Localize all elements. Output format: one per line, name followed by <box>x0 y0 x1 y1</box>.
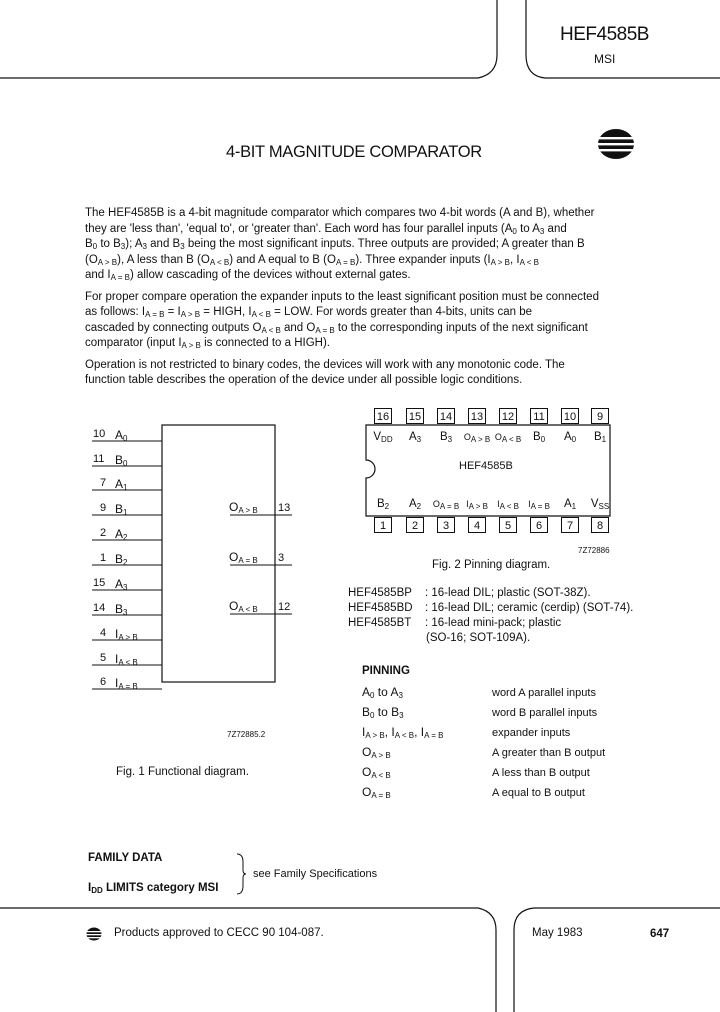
pin-box-top: 14 <box>437 408 455 424</box>
package-desc: (SO-16; SOT-109A). <box>426 632 531 644</box>
pin-box-bottom: 8 <box>591 517 609 533</box>
pin-box-bottom: 7 <box>561 517 579 533</box>
package-name: HEF4585BD <box>348 602 413 614</box>
pinning-diagram-caption: Fig. 2 Pinning diagram. <box>432 559 551 571</box>
input-pin-number: 4 <box>100 627 107 639</box>
pin-box-top: 10 <box>561 408 579 424</box>
family-data-label: FAMILY DATA <box>88 852 163 864</box>
pin-box-bottom: 6 <box>530 517 548 533</box>
input-pin-label: $I_{A = B}$ <box>115 676 138 691</box>
package-desc: : 16-lead DIL; plastic (SOT-38Z). <box>425 587 591 599</box>
package-name: HEF4585BP <box>348 587 412 599</box>
footer-frame <box>0 900 720 1012</box>
pinning-heading: PINNING <box>362 665 410 677</box>
input-pin-number: 7 <box>100 477 107 489</box>
pin-box-top: 15 <box>406 408 424 424</box>
functional-diagram-caption: Fig. 1 Functional diagram. <box>116 766 249 778</box>
pinning-symbol: $B_0$ to $B_3$ <box>362 705 404 720</box>
approval-note: Products approved to CECC 90 104-087. <box>114 927 324 939</box>
pinning-symbol: $O_{A > B}$ <box>362 745 391 760</box>
input-pin-label: $B_1$ <box>115 502 128 517</box>
pin-box-top: 13 <box>468 408 486 424</box>
publication-date: May 1983 <box>532 927 583 939</box>
pin-label-bottom: $I_{A = B}$ <box>528 499 550 511</box>
pinning-description: word A parallel inputs <box>492 687 596 699</box>
package-row <box>348 616 561 630</box>
input-pin-label: $A_1$ <box>115 477 128 492</box>
pin-label-bottom: $V_{SS}$ <box>590 498 610 511</box>
input-pin-number: 5 <box>100 652 107 664</box>
pin-label-top: $A_3$ <box>408 431 422 444</box>
pin-box-bottom: 3 <box>437 517 455 533</box>
description-paragraph-2: For proper compare operation the expander inputs to the least significant position must be connected as follows: $I_{A = B} = I_{A > B}$ = HIGH, $I_{A < B}$ = LOW. For words greater than 4-bits, units can be cascaded by connecting outputs $O_{A < B}$ and $O_{A = B}$ to the corresponding inputs of the next significant comparator (input $I_{A > B}$ is connected to a HIGH). <box>85 290 599 350</box>
pin-label-top: $B_0$ <box>532 431 546 444</box>
pinning-description: A equal to B output <box>492 787 585 799</box>
pin-box-top: 11 <box>530 408 548 424</box>
functional-diagram-code: 7Z72885.2 <box>227 730 266 739</box>
philips-logo-small-icon <box>86 927 102 941</box>
package-row <box>348 601 633 615</box>
pinning-symbol: $O_{A = B}$ <box>362 785 391 800</box>
output-pin-number: 13 <box>278 502 291 514</box>
family-reference: see Family Specifications <box>253 868 378 880</box>
pinning-description: A less than B output <box>492 767 590 779</box>
chip-name: HEF4585B <box>459 460 513 472</box>
input-pin-label: $I_{A < B}$ <box>115 652 138 667</box>
pinning-description: word B parallel inputs <box>492 707 598 719</box>
input-pin-number: 6 <box>100 676 107 688</box>
pin-box-top: 16 <box>374 408 392 424</box>
pin-box-top: 12 <box>499 408 517 424</box>
pin-label-bottom: $B_2$ <box>376 498 390 511</box>
input-pin-label: $A_3$ <box>115 577 128 592</box>
pinning-description: A greater than B output <box>492 747 606 759</box>
input-pin-number: 11 <box>93 453 105 465</box>
pin-label-bottom: $I_{A < B}$ <box>497 499 519 511</box>
page-title: 4-BIT MAGNITUDE COMPARATOR <box>226 143 482 161</box>
pin-label-bottom: $O_{A = B}$ <box>432 499 460 511</box>
package-row <box>348 631 530 645</box>
pinning-symbol: $O_{A < B}$ <box>362 765 391 780</box>
pinning-diagram-code: 7Z72886 <box>578 546 610 555</box>
pin-label-top: $V_{DD}$ <box>373 431 393 444</box>
pin-box-bottom: 4 <box>468 517 486 533</box>
input-pin-label: $B_3$ <box>115 602 128 617</box>
pin-box-top: 9 <box>591 408 609 424</box>
family-code: MSI <box>594 52 616 66</box>
output-pin-number: 3 <box>278 552 285 564</box>
pin-box-bottom: 1 <box>374 517 392 533</box>
description-paragraph-1: The HEF4585B is a 4-bit magnitude comparator which compares two 4-bit words (A and B), whether they are 'less than', 'equal to', or 'greater than'. Each word has four parallel inputs ($A_0$ to $A_3$ and $B_0$ to $B_3$); $A_3$ and $B_3$ being the most significant inputs. Three outputs are provided; A greater than B $(O_{A > B})$, A less than B $(O_{A < B})$ and A equal to B $(O_{A = B})$. Three expander inputs ($I_{A > B}$, $I_{A < B}$ and $I_{A = B}$) allow cascading of the devices without external gates. <box>85 207 595 282</box>
idd-limits-label: $I_{DD}$ LIMITS category MSI <box>88 882 219 895</box>
input-pin-label: $A_2$ <box>115 527 128 542</box>
pin-label-bottom: $A_2$ <box>408 498 422 511</box>
output-pin-label: $O_{A < B}$ <box>229 599 258 614</box>
package-name: HEF4585BT <box>348 617 412 629</box>
output-pin-label: $O_{A > B}$ <box>229 500 258 515</box>
input-pin-label: $B_2$ <box>115 552 128 567</box>
pin-label-top: $O_{A < B}$ <box>494 432 522 444</box>
package-desc: : 16-lead mini-pack; plastic <box>425 617 562 629</box>
brace-icon <box>234 852 248 896</box>
output-pin-number: 12 <box>278 601 291 613</box>
input-pin-number: 10 <box>93 428 106 440</box>
input-pin-label: $B_0$ <box>115 453 128 468</box>
pinning-description: expander inputs <box>492 727 571 739</box>
page-number: 647 <box>650 928 670 940</box>
input-pin-number: 9 <box>100 502 107 514</box>
pinning-symbol: $I_{A > B}$, $I_{A < B}$, $I_{A = B}$ <box>362 725 444 740</box>
package-row <box>348 586 591 600</box>
pinning-symbol: $A_0$ to $A_3$ <box>362 685 403 700</box>
pin-label-bottom: $A_1$ <box>563 498 577 511</box>
input-pin-number: 14 <box>93 602 106 614</box>
input-pin-label: $I_{A > B}$ <box>115 627 138 642</box>
pin-label-top: $B_3$ <box>439 431 453 444</box>
output-pin-label: $O_{A = B}$ <box>229 550 258 565</box>
pin-box-bottom: 2 <box>406 517 424 533</box>
package-desc: : 16-lead DIL; ceramic (cerdip) (SOT-74). <box>425 602 634 614</box>
pin-label-top: $B_1$ <box>593 431 607 444</box>
input-pin-number: 1 <box>100 552 107 564</box>
input-pin-label: $A_0$ <box>115 428 128 443</box>
pin-label-top: $O_{A > B}$ <box>463 432 491 444</box>
input-pin-number: 2 <box>100 527 107 539</box>
pin-label-top: $A_0$ <box>563 431 577 444</box>
input-pin-number: 15 <box>93 577 106 589</box>
pin-box-bottom: 5 <box>499 517 517 533</box>
description-paragraph-3: Operation is not restricted to binary codes, the devices will work with any monotonic code. The function table describes the operation of the device under all possible logic conditions. <box>85 358 565 386</box>
part-number: HEF4585B <box>560 24 649 45</box>
pin-label-bottom: $I_{A > B}$ <box>466 499 488 511</box>
